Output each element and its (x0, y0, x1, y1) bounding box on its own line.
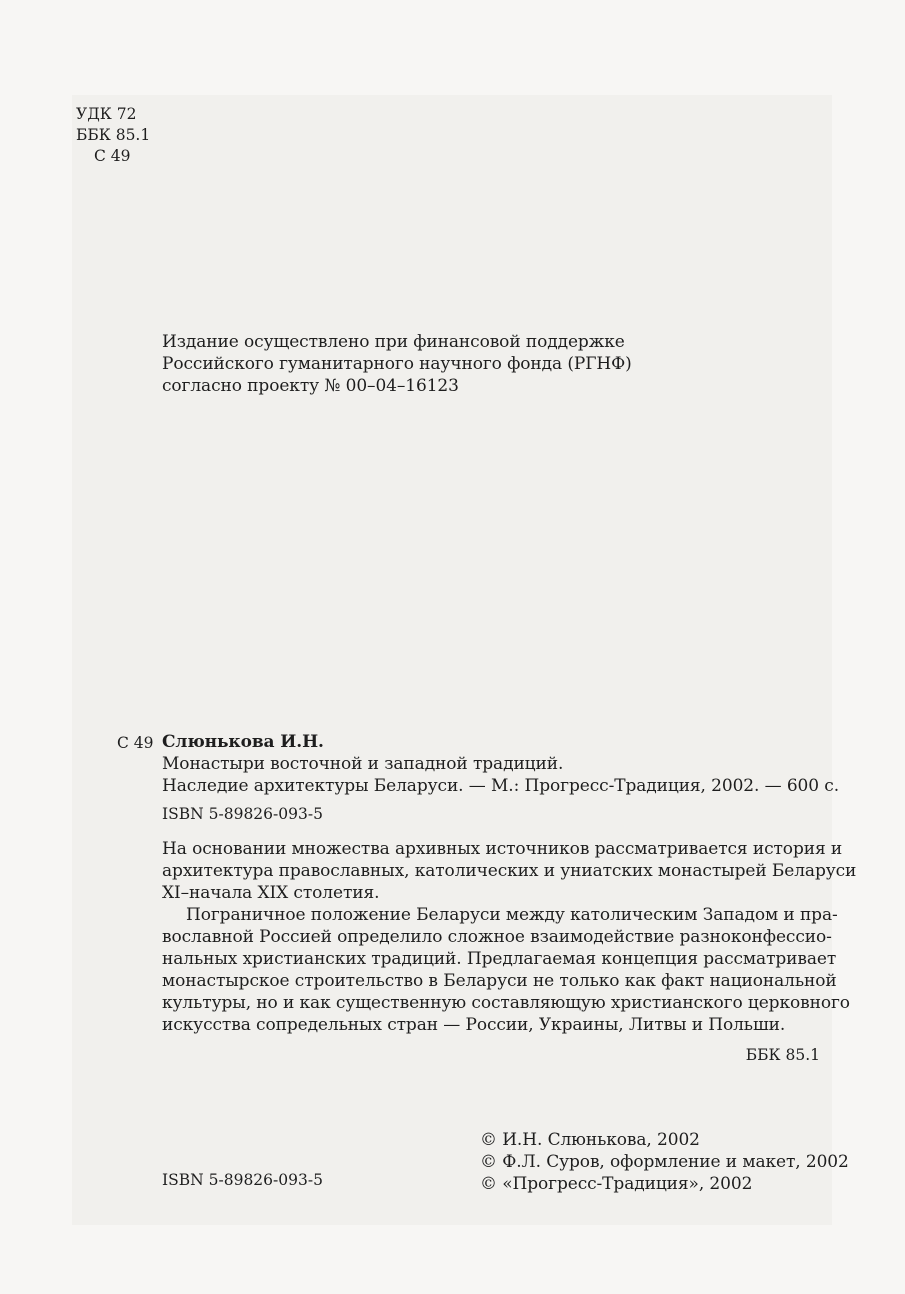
abstract-p2-line-3: нальных христианских традиций. Предлагаемая концепция рассматривает (162, 949, 837, 969)
abstract-p2-line-1: Пограничное положение Беларуси между католическим Западом и пра- (186, 905, 838, 925)
funding-line-1: Издание осуществлено при финансовой поддержке (162, 332, 625, 352)
abstract-p2-line-2: вославной Россией определило сложное взаимодействие разноконфессио- (162, 927, 832, 947)
abstract-p2-line-4: монастырское строительство в Беларуси не только как факт национальной (162, 971, 837, 991)
catalog-abstract (162, 838, 857, 1036)
catalog-bbk: ББК 85.1 (745, 1046, 820, 1064)
funding-line-3: согласно проекту № 00–04–16123 (162, 376, 459, 396)
catalog-card (162, 731, 840, 797)
classification-block (76, 104, 150, 167)
abstract-p1-line-2: архитектура православных, католических и униатских монастырей Беларуси (162, 861, 857, 881)
catalog-author: Слюнькова И.Н. (162, 732, 324, 752)
catalog-title-line-1: Монастыри восточной и западной традиций. (162, 754, 564, 774)
abstract-p1-line-3: XI–начала XIX столетия. (162, 883, 380, 903)
udk-code: УДК 72 (76, 105, 137, 123)
footer-isbn: ISBN 5-89826-093-5 (162, 1171, 323, 1189)
abstract-p2-line-5: культуры, но и как существенную составляющую христианского церковного (162, 993, 850, 1013)
abstract-p1-line-1: На основании множества архивных источников рассматривается история и (162, 839, 843, 859)
funding-note (162, 331, 632, 397)
bbk-code: ББК 85.1 (76, 126, 151, 144)
catalog-isbn: ISBN 5-89826-093-5 (162, 805, 323, 823)
copyright-publisher: © «Прогресс-Традиция», 2002 (480, 1174, 753, 1194)
catalog-title-line-2: Наследие архитектуры Беларуси. — М.: Прогресс-Традиция, 2002. — 600 с. (162, 776, 840, 796)
abstract-p2-line-6: искусства сопредельных стран — России, Украины, Литвы и Польши. (162, 1015, 786, 1035)
catalog-mark: С 49 (117, 734, 154, 752)
copyright-block (480, 1129, 849, 1195)
copyright-author: © И.Н. Слюнькова, 2002 (480, 1130, 700, 1150)
funding-line-2: Российского гуманитарного научного фонда (РГНФ) (162, 354, 632, 374)
author-mark: С 49 (94, 147, 131, 165)
copyright-design: © Ф.Л. Суров, оформление и макет, 2002 (480, 1152, 849, 1172)
